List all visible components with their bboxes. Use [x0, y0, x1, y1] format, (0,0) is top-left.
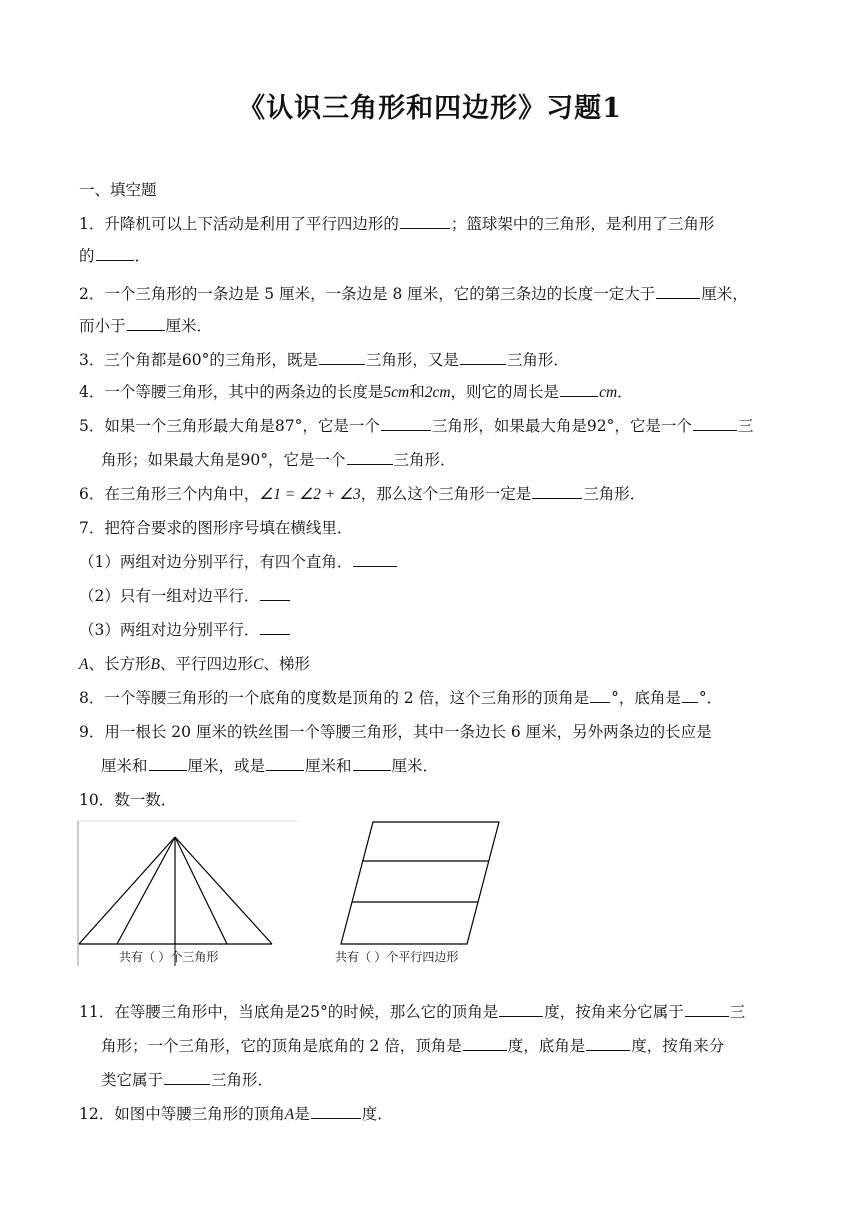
answer-blank[interactable] — [319, 350, 365, 365]
answer-blank[interactable] — [560, 382, 598, 397]
question-1-line-1: 1．升降机可以上下活动是利用了平行四边形的 ；篮球架中的三角形，是利用了三角形 — [79, 215, 715, 233]
question-10: 10．数一数． — [79, 791, 177, 809]
question-7: 7．把符合要求的图形序号填在横线里． — [79, 519, 353, 537]
answer-blank[interactable] — [499, 1002, 543, 1017]
question-8: 8．一个等腰三角形的一个底角的度数是顶角的 2 倍，这个三角形的顶角是 °，底角是 °． — [79, 689, 723, 707]
parallelogram-count-caption: 共有（ ）个平行四边形 — [335, 950, 459, 964]
counting-figure-drawing — [77, 820, 507, 968]
answer-blank[interactable] — [693, 416, 737, 431]
answer-blank[interactable] — [381, 416, 431, 431]
answer-blank[interactable] — [586, 1036, 630, 1051]
question-7-sub-3: （3）两组对边分别平行． — [79, 620, 291, 640]
answer-blank[interactable] — [460, 350, 506, 365]
question-9-line-1: 9．用一根长 20 厘米的铁丝围一个等腰三角形，其中一条边长 6 厘米，另外两条边的长应是 — [79, 723, 712, 741]
question-11-line-3: 类它属于 三角形． — [101, 1071, 274, 1089]
answer-blank[interactable] — [347, 450, 393, 465]
parallelogram-shape — [341, 822, 499, 944]
question-11-line-1: 11．在等腰三角形中，当底角是25°的时候，那么它的顶角是 度，按角来分它属于 三 — [79, 1003, 746, 1021]
answer-blank[interactable] — [590, 688, 610, 703]
question-2-line-2: 而小于 厘米． — [79, 317, 213, 335]
question-7-sub-2: （2）只有一组对边平行． — [79, 586, 291, 606]
question-3: 3．三个角都是60°的三角形，既是 三角形，又是 三角形． — [79, 351, 569, 369]
question-5-line-1: 5．如果一个三角形最大角是87°，它是一个 三角形，如果最大角是92°，它是一个 三 — [79, 417, 754, 435]
answer-blank[interactable] — [164, 1070, 210, 1085]
answer-blank[interactable] — [400, 214, 450, 229]
question-7-sub-1: （1）两组对边分别平行，有四个直角． — [79, 552, 398, 572]
question-9-line-2: 厘米和 厘米，或是 厘米和 厘米． — [101, 757, 439, 775]
answer-blank[interactable] — [682, 688, 698, 703]
page-title: 《认识三角形和四边形》习题1 — [238, 93, 622, 124]
question-5-line-2: 角形；如果最大角是90°，它是一个 三角形． — [101, 451, 456, 469]
question-4: 4．一个等腰三角形，其中的两条边的长度是5cm和2cm，则它的周长是 cm． — [79, 383, 633, 401]
answer-blank[interactable] — [127, 316, 165, 331]
question-12: 12．如图中等腰三角形的顶角A是 度． — [79, 1105, 393, 1123]
question-7-options: A、长方形B、平行四边形C、梯形 — [79, 655, 310, 673]
answer-blank[interactable] — [260, 586, 290, 601]
question-1-line-2: 的 ． — [79, 247, 151, 265]
question-2-line-1: 2．一个三角形的一条边是 5 厘米，一条边是 8 厘米，它的第三条边的长度一定大于 厘米， — [79, 285, 748, 303]
answer-blank[interactable] — [266, 756, 304, 771]
answer-blank[interactable] — [463, 1036, 507, 1051]
answer-blank[interactable] — [96, 246, 134, 261]
answer-blank[interactable] — [353, 552, 397, 567]
answer-blank[interactable] — [353, 756, 391, 771]
answer-blank[interactable] — [532, 484, 582, 499]
triangle-count-caption: 共有（ ）个三角形 — [119, 950, 219, 964]
answer-blank[interactable] — [656, 284, 700, 299]
answer-blank[interactable] — [685, 1002, 729, 1017]
answer-blank[interactable] — [260, 620, 290, 635]
triangle-fan-shape — [79, 837, 272, 944]
question-6: 6．在三角形三个内角中，∠1 = ∠2 + ∠3，那么这个三角形一定是 三角形． — [79, 485, 646, 503]
question-11-line-2: 角形；一个三角形，它的顶角是底角的 2 倍，顶角是 度，底角是 度，按角来分 — [101, 1037, 725, 1055]
section-heading: 一、填空题 — [79, 181, 157, 199]
answer-blank[interactable] — [311, 1104, 361, 1119]
counting-figure — [77, 820, 507, 972]
answer-blank[interactable] — [149, 756, 187, 771]
